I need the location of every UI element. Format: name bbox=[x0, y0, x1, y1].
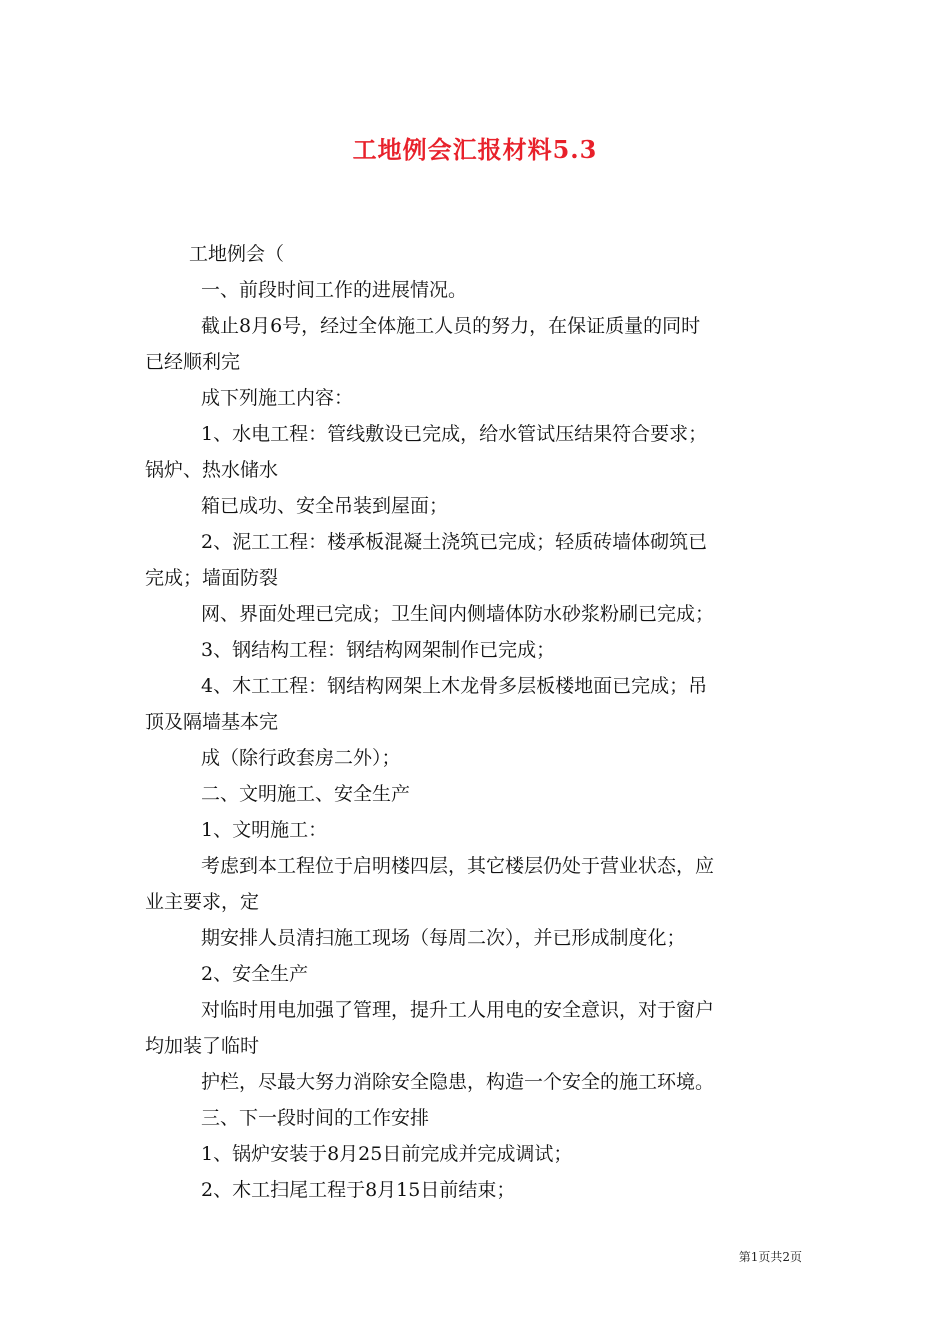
paragraph-line: 完成；墙面防裂 bbox=[145, 567, 279, 589]
paragraph-line: 1、水电工程：管线敷设已完成，给水管试压结果符合要求； bbox=[201, 423, 708, 445]
paragraph-line: 锅炉、热水储水 bbox=[145, 459, 279, 481]
paragraph-line: 业主要求，定 bbox=[145, 891, 260, 913]
paragraph-line: 成下列施工内容： bbox=[201, 387, 354, 409]
page-number: 第1页共2页 bbox=[738, 1250, 802, 1264]
paragraph-line: 二、文明施工、安全生产 bbox=[201, 783, 411, 805]
paragraph-line: 网、界面处理已完成；卫生间内侧墙体防水砂浆粉刷已完成； bbox=[201, 603, 715, 625]
paragraph-line: 均加装了临时 bbox=[145, 1035, 260, 1057]
document-title: 工地例会汇报材料5.3 bbox=[352, 135, 598, 164]
paragraph-line: 2、木工扫尾工程于8月15日前结束； bbox=[201, 1179, 516, 1201]
paragraph-line: 成（除行政套房二外）； bbox=[201, 747, 401, 769]
paragraph-line: 1、锅炉安装于8月25日前完成并完成调试； bbox=[201, 1143, 573, 1165]
paragraph-line: 2、泥工工程：楼承板混凝土浇筑已完成；轻质砖墙体砌筑已 bbox=[201, 531, 708, 553]
paragraph-line: 三、下一段时间的工作安排 bbox=[201, 1107, 430, 1129]
paragraph-line: 工地例会（ bbox=[189, 243, 285, 265]
paragraph-line: 2、安全生产 bbox=[201, 963, 309, 985]
paragraph-line: 考虑到本工程位于启明楼四层，其它楼层仍处于营业状态，应 bbox=[201, 855, 715, 877]
paragraph-line: 箱已成功、安全吊装到屋面； bbox=[201, 495, 449, 517]
paragraph-line: 护栏，尽最大努力消除安全隐患，构造一个安全的施工环境。 bbox=[201, 1071, 715, 1093]
paragraph-line: 截止8月6号，经过全体施工人员的努力，在保证质量的同时 bbox=[201, 315, 701, 337]
paragraph-line: 一、前段时间工作的进展情况。 bbox=[201, 279, 468, 301]
paragraph-line: 已经顺利完 bbox=[145, 351, 241, 373]
document-body bbox=[145, 236, 810, 1208]
paragraph-line: 期安排人员清扫施工现场（每周二次），并已形成制度化； bbox=[201, 927, 686, 949]
paragraph-line: 3、钢结构工程：钢结构网架制作已完成； bbox=[201, 639, 556, 661]
paragraph-line: 1、文明施工： bbox=[201, 819, 328, 841]
paragraph-line: 顶及隔墙基本完 bbox=[145, 711, 279, 733]
paragraph-line: 对临时用电加强了管理，提升工人用电的安全意识，对于窗户 bbox=[201, 999, 715, 1021]
paragraph-line: 4、木工工程：钢结构网架上木龙骨多层板楼地面已完成；吊 bbox=[201, 675, 708, 697]
